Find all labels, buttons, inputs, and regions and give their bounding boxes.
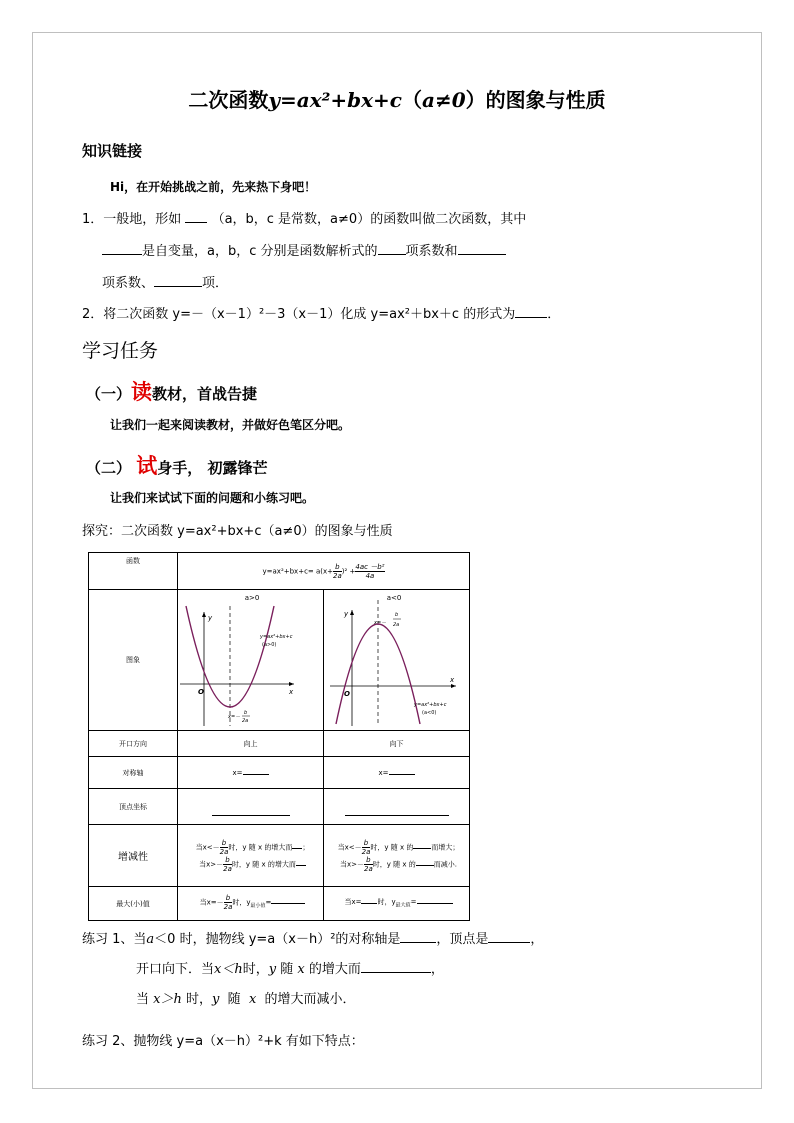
explore-text: 探究：二次函数 y=ax²+bx+c（a≠0）的图象与性质 [82, 524, 393, 539]
link-heading: 知识链接 [82, 142, 143, 160]
table-row-vertex [89, 789, 470, 825]
axis-positive: x= [178, 757, 324, 789]
y-axis-label: y [344, 610, 349, 618]
mono-positive: 当x<－ $\frac{b}{2a}$ 时，y 随 x 的增大而 ； 当x>－ $\frac{b}{2a}$ 时，y 随 x 的增大而 [178, 825, 324, 887]
graph-cell-positive [178, 590, 324, 731]
table-row-extreme [89, 887, 470, 921]
row-label-axis: 对称轴 [89, 757, 178, 789]
row-label-monotonic: 增减性 [89, 825, 178, 887]
neg-vertex-label: x=－ [374, 620, 387, 626]
pos-vertex-label: x=－ [228, 714, 241, 720]
part-2-heading: （二） 试身手， 初露锋芒 [86, 453, 268, 478]
part-1-heading: （一）读教材，首战告捷 [86, 379, 258, 404]
table-row-axis [89, 757, 470, 789]
extreme-negative: 当x= 时，$y_{最大值}=$ [324, 887, 470, 921]
neg-head: a<0 [386, 594, 402, 602]
row-label-vertex: 顶点坐标 [89, 789, 178, 825]
neg-curve-label: y=ax²+bx+c [414, 702, 447, 708]
neg-vertex-frac-num: b [395, 612, 399, 618]
pos-head: a>0 [244, 594, 260, 602]
page-title: 二次函数y=ax²+bx+c（a≠0）的图象与性质 [188, 88, 606, 112]
part-2-note: 让我们来试试下面的问题和小练习吧。 [110, 491, 315, 505]
question-1-line-2: 是自变量，a，b，c 分别是函数解析式的 项系数和 [102, 240, 506, 259]
table-row-graph [89, 590, 470, 731]
x-axis-label: x [289, 688, 294, 696]
row-label-function: 函数 [89, 553, 178, 590]
table-row-monotonic [89, 825, 470, 887]
y-axis-arrow-icon [350, 610, 354, 615]
exercise-1-line-3: 当 x＞h 时，y 随 x 的增大而减小． [136, 992, 356, 1007]
exercise-1-line-2: 开口向下．当x＜h时，y 随 x 的增大而 ， [136, 962, 444, 977]
table-row-open [89, 731, 470, 757]
x-axis-arrow-icon [289, 682, 294, 686]
parabola-down-graph [324, 590, 469, 730]
row-label-graph: 图象 [89, 590, 178, 731]
pos-vertex-frac-den: 2a [242, 718, 249, 724]
vertex-negative [324, 789, 470, 825]
graph-cell-negative [324, 590, 470, 731]
pos-vertex-frac-num: b [244, 710, 248, 716]
row-label-extreme: 最大(小)值 [89, 887, 178, 921]
vertex-positive [178, 789, 324, 825]
x-axis-arrow-icon [451, 684, 456, 688]
question-2: 2．将二次函数 y=－（x－1）²－3（x－1）化成 y=ax²＋bx＋c 的形式为 ． [82, 307, 561, 322]
origin-label: O [344, 690, 350, 698]
pos-curve-cond: (a>0) [262, 642, 277, 648]
question-1-line-3: 项系数、 项． [102, 276, 229, 291]
exercise-2: 练习 2、抛物线 y=a（x－h）²+k 有如下特点： [82, 1034, 364, 1049]
exercise-1-line-1: 练习 1、当a＜0 时，抛物线 y=a（x－h）²的对称轴是 ，顶点是 ， [82, 932, 544, 947]
task-heading: 学习任务 [82, 340, 159, 362]
part-1-note: 让我们一起来阅读教材，并做好色笔区分吧。 [110, 418, 351, 432]
axis-negative: x= [324, 757, 470, 789]
neg-vertex-frac-den: 2a [393, 622, 400, 628]
warmup-text: Hi，在开始挑战之前，先来热下身吧！ [110, 180, 317, 194]
mono-negative: 当x<－ $\frac{b}{2a}$ 时，y 随 x 的 而增大； 当x>－ $\frac{b}{2a}$ 时，y 随 x 的 而减小. [324, 825, 470, 887]
parabola-up-graph [178, 590, 323, 730]
table-row-function [89, 553, 470, 590]
neg-curve-cond: (a<0) [422, 710, 437, 716]
question-1-line-1: 1．一般地，形如 （a，b，c 是常数，a≠0）的函数叫做二次函数，其中 [82, 212, 527, 227]
function-formula: y=ax²+bx+c= a(x+ $\frac{b}{2a}$ )² + $\frac{\text{4ac －b²}}{4a}$ [178, 553, 470, 590]
pos-curve-label: y=ax²+bx+c [260, 634, 293, 640]
extreme-positive: 当x=－ $\frac{b}{2a}$ 时，$y_{最小值}=$ [178, 887, 324, 921]
x-axis-label: x [450, 676, 455, 684]
open-positive: 向上 [178, 731, 324, 757]
y-axis-arrow-icon [202, 612, 206, 617]
y-axis-label: y [208, 614, 213, 622]
properties-table [88, 552, 470, 921]
origin-label: O [198, 688, 204, 696]
row-label-open: 开口方向 [89, 731, 178, 757]
open-negative: 向下 [324, 731, 470, 757]
